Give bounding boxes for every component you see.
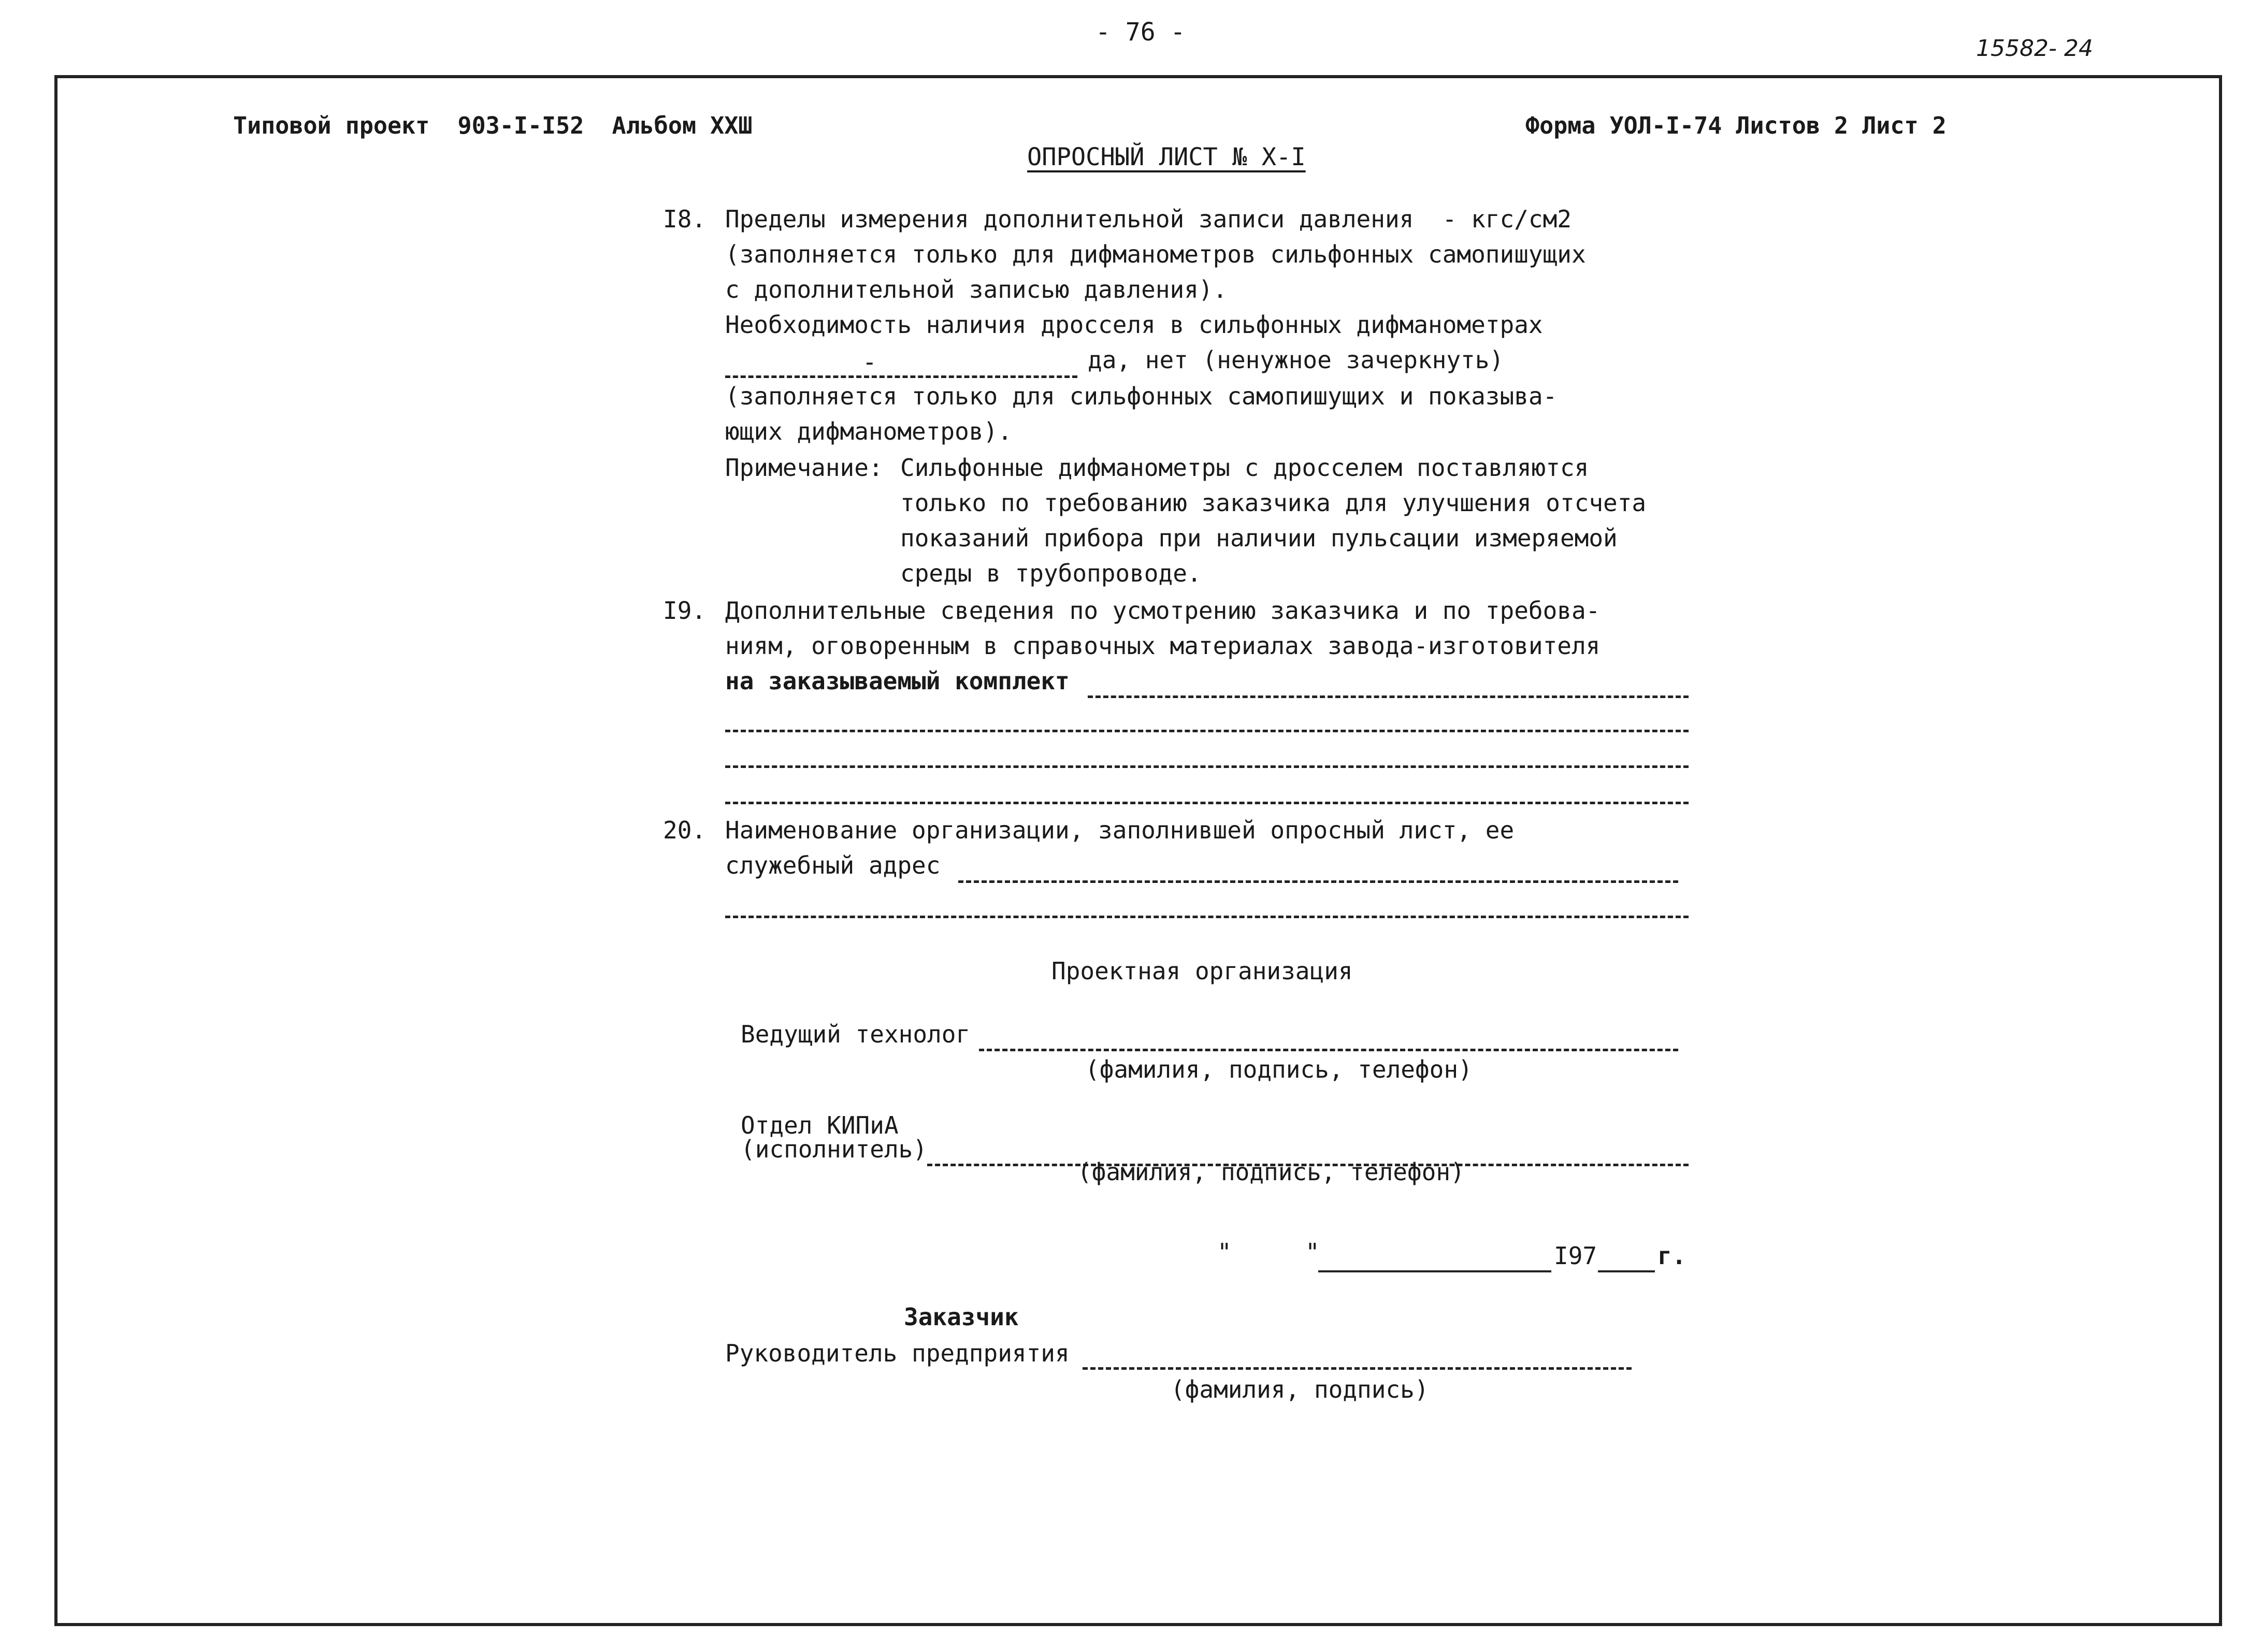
lead-technologist-label: Ведущий технолог <box>741 1020 971 1048</box>
additional-info-line[interactable] <box>725 802 1689 804</box>
lead-technologist-hint: (фамилия, подпись, телефон) <box>1085 1055 1473 1083</box>
address-line[interactable] <box>725 916 1689 918</box>
department-label: Отдел КИПиА <box>741 1111 899 1139</box>
item-18-line: Необходимость наличия дросселя в сильфонных дифманометрах <box>725 311 1543 339</box>
page-number: - 76 - <box>1096 18 1186 47</box>
item-20-line: Наименование организации, заполнившей опросный лист, ее <box>725 816 1515 844</box>
director-signature-line[interactable] <box>1083 1367 1632 1370</box>
date-year-suffix: г. <box>1657 1242 1687 1270</box>
item-18-line: (заполняется только для дифманометров сильфонных самопишущих <box>725 240 1586 268</box>
date-quote-close: " <box>1305 1238 1320 1266</box>
item-18-line: ющих дифманометров). <box>725 417 1012 445</box>
item-19-number: I9. <box>663 597 707 625</box>
additional-info-line[interactable] <box>1088 695 1689 698</box>
note-line: только по требованию заказчика для улучшения отсчета <box>900 489 1647 517</box>
note-line: показаний прибора при наличии пульсации измеряемой <box>900 524 1618 552</box>
department-label-executor: (исполнитель) <box>741 1135 928 1163</box>
page-title: ОПРОСНЫЙ ЛИСТ № X-I <box>1027 143 1306 171</box>
additional-info-line[interactable] <box>725 765 1689 768</box>
date-year-line[interactable] <box>1598 1270 1655 1272</box>
page-frame <box>54 75 2222 1626</box>
address-line[interactable] <box>958 880 1678 883</box>
note-label: Примечание: <box>725 454 883 482</box>
department-hint: (фамилия, подпись, телефон) <box>1077 1158 1465 1186</box>
date-quote-open: " <box>1217 1238 1232 1266</box>
lead-technologist-line[interactable] <box>979 1049 1678 1051</box>
additional-info-line[interactable] <box>725 730 1689 732</box>
date-year-prefix: I97 <box>1554 1242 1597 1270</box>
date-month-line[interactable] <box>1318 1270 1551 1272</box>
throttle-answer-line[interactable] <box>725 375 1077 378</box>
item-19-line: ниям, оговоренным в справочных материалах завода-изготовителя <box>725 632 1601 660</box>
director-label: Руководитель предприятия <box>725 1339 1070 1367</box>
item-20-number: 20. <box>663 816 707 844</box>
director-hint: (фамилия, подпись) <box>1171 1375 1429 1403</box>
throttle-dash-mark: - <box>862 348 877 376</box>
project-header: Типовой проект 903-I-I52 Альбом XXШ <box>233 112 753 139</box>
item-20-line: служебный адрес <box>725 851 941 879</box>
design-org-heading: Проектная организация <box>1051 957 1353 985</box>
item-18-line: с дополнительной записью давления). <box>725 276 1228 303</box>
customer-heading: Заказчик <box>904 1303 1019 1331</box>
note-line: среды в трубопроводе. <box>900 559 1202 587</box>
item-19-line: на заказываемый комплект <box>725 667 1070 695</box>
sheet-code: 15582- 24 <box>1976 35 2093 62</box>
form-header: Форма УОЛ-I-74 Листов 2 Лист 2 <box>1525 112 1947 139</box>
throttle-choice: да, нет (ненужное зачеркнуть) <box>1088 346 1504 374</box>
item-19-line: Дополнительные сведения по усмотрению заказчика и по требова- <box>725 597 1601 625</box>
item-18-line: (заполняется только для сильфонных самопишущих и показыва- <box>725 382 1558 410</box>
note-line: Сильфонные дифманометры с дросселем поставляются <box>900 454 1589 482</box>
item-18-line: Пределы измерения дополнительной записи давления - кгс/см2 <box>725 205 1572 233</box>
item-18-number: I8. <box>663 205 707 233</box>
